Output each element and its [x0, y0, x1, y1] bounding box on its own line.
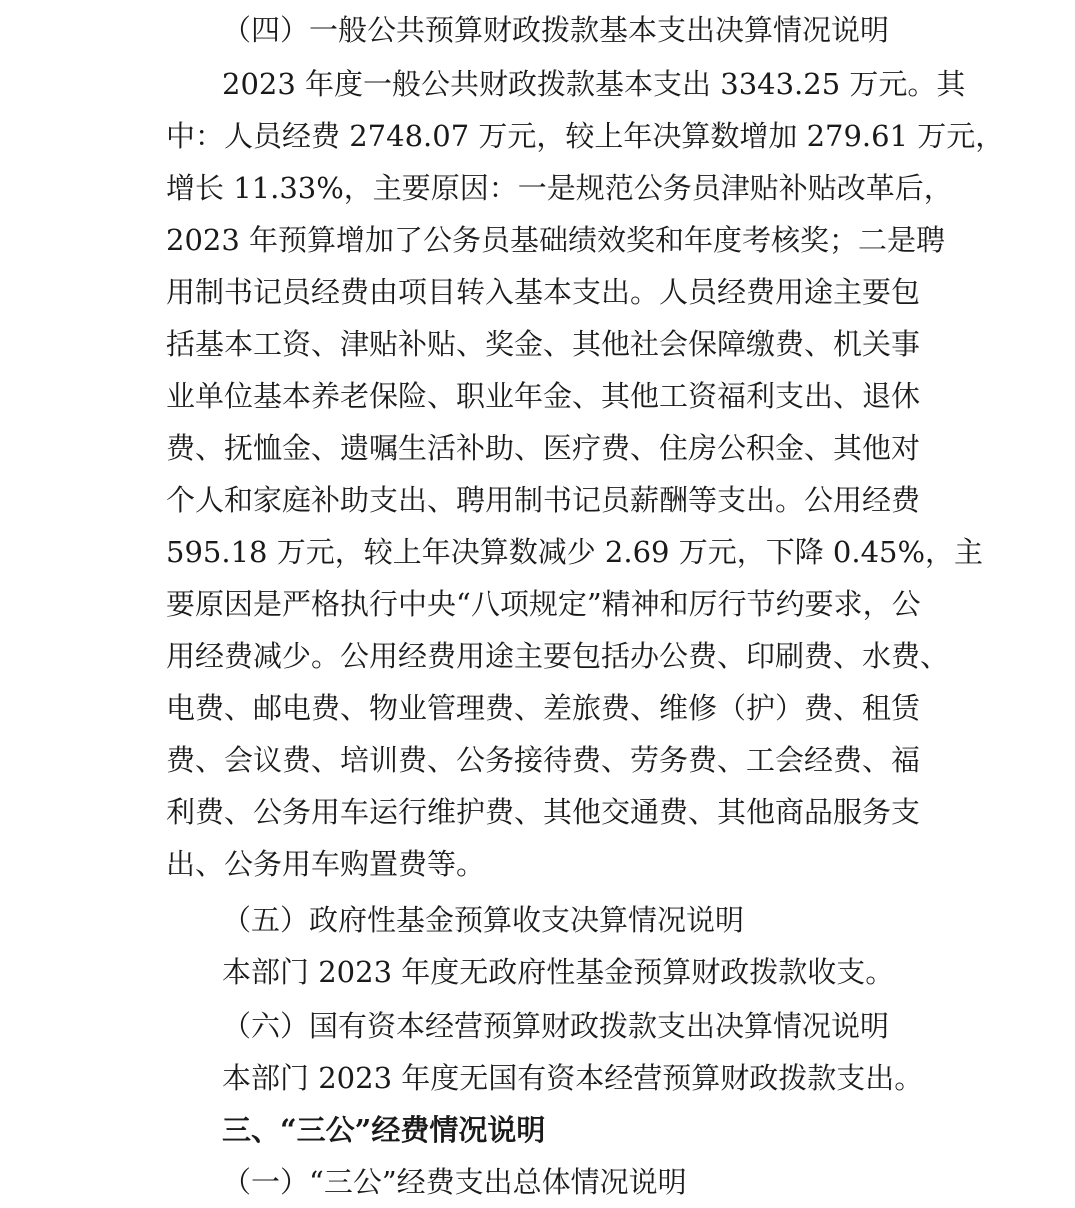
section4-paragraph-line: 595.18 万元，较上年决算数减少 2.69 万元，下降 0.45%，主 — [166, 535, 984, 569]
part3-sub-heading: （一）“三公”经费支出总体情况说明 — [222, 1165, 687, 1199]
section4-paragraph-line: 用经费减少。公用经费用途主要包括办公费、印刷费、水费、 — [166, 639, 950, 673]
section4-paragraph-line: 2023 年度一般公共财政拨款基本支出 3343.25 万元。其 — [222, 67, 966, 101]
section4-paragraph-line: 中：人员经费 2748.07 万元，较上年决算数增加 279.61 万元， — [166, 119, 1005, 153]
section4-paragraph-line: 电费、邮电费、物业管理费、差旅费、维修（护）费、租赁 — [166, 691, 921, 725]
section4-paragraph-line: 出、公务用车购置费等。 — [166, 847, 486, 881]
section4-paragraph-line: 业单位基本养老保险、职业年金、其他工资福利支出、退休 — [166, 379, 921, 413]
section5-heading: （五）政府性基金预算收支决算情况说明 — [222, 903, 745, 937]
section4-paragraph-line: 个人和家庭补助支出、聘用制书记员薪酬等支出。公用经费 — [166, 483, 921, 517]
section4-paragraph-line: 费、会议费、培训费、公务接待费、劳务费、工会经费、福 — [166, 743, 921, 777]
part3-heading: 三、“三公”经费情况说明 — [222, 1113, 546, 1147]
section4-paragraph-line: 要原因是严格执行中央“八项规定”精神和厉行节约要求，公 — [166, 587, 921, 621]
section4-paragraph-line: 括基本工资、津贴补贴、奖金、其他社会保障缴费、机关事 — [166, 327, 921, 361]
section4-paragraph-line: 用制书记员经费由项目转入基本支出。人员经费用途主要包 — [166, 275, 921, 309]
section6-body: 本部门 2023 年度无国有资本经营预算财政拨款支出。 — [222, 1061, 924, 1095]
section4-paragraph-line: 费、抚恤金、遗嘱生活补助、医疗费、住房公积金、其他对 — [166, 431, 921, 465]
section4-paragraph-line: 增长 11.33%，主要原因：一是规范公务员津贴补贴改革后， — [166, 171, 953, 205]
section4-paragraph-line: 利费、公务用车运行维护费、其他交通费、其他商品服务支 — [166, 795, 921, 829]
section4-heading: （四）一般公共预算财政拨款基本支出决算情况说明 — [222, 13, 890, 47]
section5-body: 本部门 2023 年度无政府性基金预算财政拨款收支。 — [222, 955, 895, 989]
section6-heading: （六）国有资本经营预算财政拨款支出决算情况说明 — [222, 1009, 890, 1043]
section4-paragraph-line: 2023 年预算增加了公务员基础绩效奖和年度考核奖；二是聘 — [166, 223, 946, 257]
